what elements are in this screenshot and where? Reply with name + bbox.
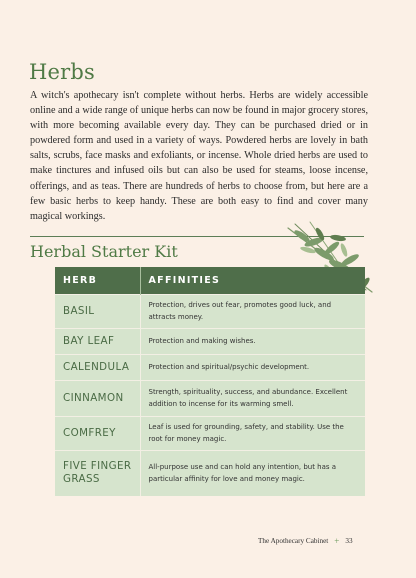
herb-cell: BAY LEAF bbox=[55, 328, 140, 354]
table-row bbox=[55, 354, 365, 380]
affinity-cell: Strength, spirituality, success, and abundance. Excellent addition to incense for its warming smell. bbox=[140, 380, 365, 416]
kit-title: Herbal Starter Kit bbox=[30, 242, 178, 261]
table-row bbox=[55, 450, 365, 496]
affinity-cell: All-purpose use and can hold any intention, but has a particular affinity for love and money magic. bbox=[140, 450, 365, 496]
herb-cell: CINNAMON bbox=[55, 380, 140, 416]
herb-cell: COMFREY bbox=[55, 416, 140, 450]
affinity-cell: Leaf is used for grounding, safety, and stability. Use the root for money magic. bbox=[140, 416, 365, 450]
page-footer bbox=[258, 536, 353, 546]
herbal-starter-kit-table bbox=[55, 267, 365, 496]
affinity-cell: Protection and spiritual/psychic development. bbox=[140, 354, 365, 380]
body-paragraph: A witch's apothecary isn't complete without herbs. Herbs are widely accessible online and a wide range of unique herbs can now be found in major grocery stores, with more becoming available every day. They can be purchased dried or in powdered form and used in a variety of ways. Powdered herbs are lovely in bath salts, scrubs, face masks and exfoliants, or incense. Whole dried herbs are used to make tinctures and infused oils but can also be used for steams, loose incense, offerings, and as teas. There are hundreds of herbs to choose from, but here are a few basic herbs to keep handy. These are both easy to find and cover many magical workings. bbox=[30, 90, 368, 222]
section-title: Herbs bbox=[29, 60, 95, 84]
affinity-cell: Protection and making wishes. bbox=[140, 328, 365, 354]
herb-cell: CALENDULA bbox=[55, 354, 140, 380]
table-header-row bbox=[55, 267, 365, 294]
herb-cell: BASIL bbox=[55, 294, 140, 328]
herb-cell: FIVE FINGER GRASS bbox=[55, 450, 140, 496]
page-number: 33 bbox=[345, 537, 353, 545]
table-row bbox=[55, 380, 365, 416]
affinities-column-header: AFFINITIES bbox=[140, 267, 365, 294]
book-title: The Apothecary Cabinet bbox=[258, 537, 329, 545]
footer-separator: + bbox=[334, 536, 340, 546]
table-row bbox=[55, 416, 365, 450]
affinity-cell: Protection, drives out fear, promotes good luck, and attracts money. bbox=[140, 294, 365, 328]
table-row bbox=[55, 328, 365, 354]
herb-column-header: HERB bbox=[55, 267, 140, 294]
table-row bbox=[55, 294, 365, 328]
